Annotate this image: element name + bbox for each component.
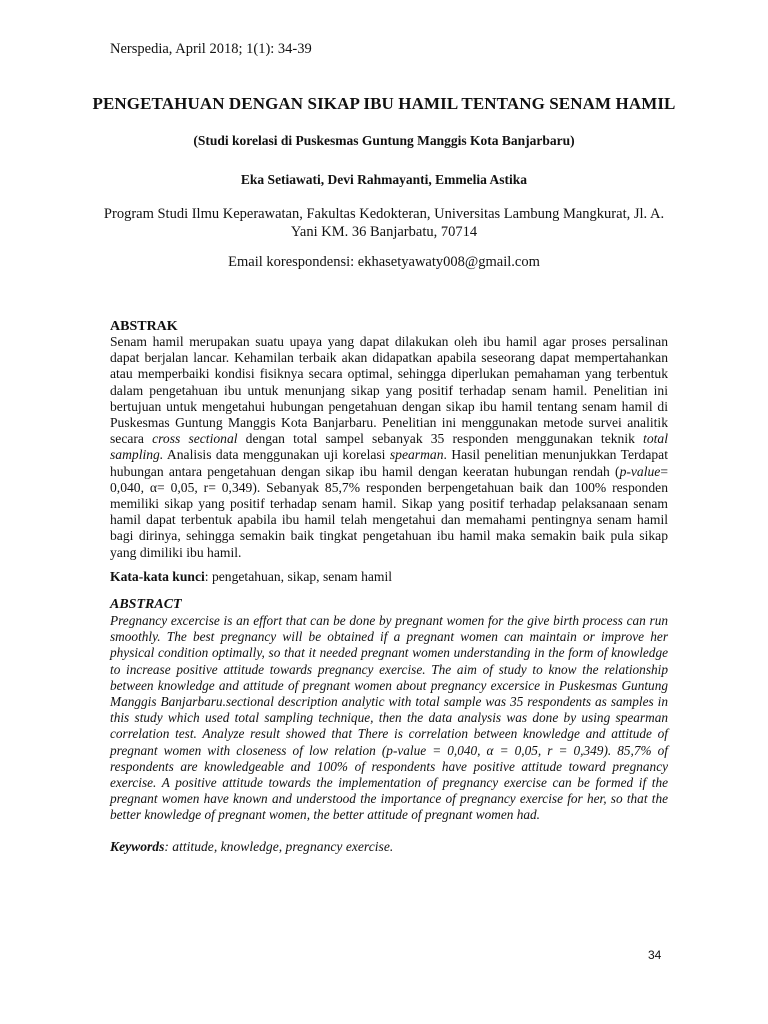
- kata-kunci-value: : pengetahuan, sikap, senam hamil: [204, 569, 393, 584]
- kata-kunci-line: [110, 569, 668, 585]
- abstrak-italic-term: spearman: [389, 447, 444, 463]
- page-number: 34: [648, 948, 662, 962]
- affiliation: Program Studi Ilmu Keperawatan, Fakultas Kedokteran, Universitas Lambung Mangkurat, Jl. A. Yani KM. 36 Banjarbatu, 70714: [103, 206, 665, 240]
- abstract-heading: ABSTRACT: [110, 597, 182, 612]
- abstrak-text: dengan total sampel sebanyak 35 responden menggunakan teknik: [237, 431, 644, 447]
- journal-citation: Nerspedia, April 2018; 1(1): 34-39: [110, 41, 312, 57]
- paper-title: PENGETAHUAN DENGAN SIKAP IBU HAMIL TENTANG SENAM HAMIL: [92, 94, 676, 113]
- keywords-line: [110, 839, 668, 855]
- abstract-body: Pregnancy excercise is an effort that can be done by pregnant women for the give birth process can run smoothly. The best pregnancy will be obtained if a pregnant women can maintain or improve her physical condition optimally, so that it needed pregnant women understanding in the form of knowledge to increase positive attitude towards pregnancy exercise. The aim of study to know the relationship between knowledge and attitude of pregnant women about pregnancy excersice in Puskesmas Guntung Manggis Banjarbaru.sectional description analytic with total sample was 35 respondents as samples in this study which used total sampling technique, then the data analysis was done by using spearman correlation test. Analyze result showed that There is correlation between knowledge and attitude of pregnant women with closeness of low relation (p-value = 0,040, α = 0,05, r = 0,349). 85,7% of respondents are knowledgeable and 100% of respondents have positive attitude toward pregnancy exercise. A positive attitude towards the implementation of pregnancy exercise can be formed if the pregnant women have known and understood the importance of pregnancy exercise for her, so that the better knowledge of pregnant women, the better attitude of pregnant women had.: [110, 613, 668, 823]
- abstrak-heading: ABSTRAK: [110, 319, 178, 334]
- paper-subtitle: (Studi korelasi di Puskesmas Guntung Manggis Kota Banjarbaru): [193, 133, 575, 148]
- abstrak-text: Senam hamil merupakan suatu upaya yang dapat dilakukan oleh ibu hamil agar proses persalinan dapat berjalan lancar. Kehamilan terbaik akan didapatkan apabila seseorang dapat mempertahankan atau memperbaiki kondisi fisiknya secara optimal, sehingga diperlukan pemahaman yang terbentuk dalam pengetahuan ibu untuk menunjang sikap yang positif terhadap senam hamil. Penelitian ini bertujuan untuk mengetahui hubungan pengetahuan dengan sikap ibu hamil tentang senam hamil di Puskesmas Guntung Manggis Kota Banjarbaru. Penelitian ini menggunakan metode survei analitik secara: [110, 334, 668, 447]
- abstrak-italic-term: p-value: [619, 463, 661, 479]
- correspondence-email: Email korespondensi: ekhasetyawaty008@gmail.com: [228, 254, 540, 270]
- author-list: Eka Setiawati, Devi Rahmayanti, Emmelia Astika: [240, 172, 528, 187]
- keywords-label: Keywords: [110, 839, 165, 854]
- abstrak-text: . Hasil penelitian menunjukkan Terdapat hubungan antara pengetahuan dengan sikap ibu hamil dengan keeratan hubungan rendah (: [110, 447, 668, 479]
- abstrak-italic-term: cross sectional: [152, 431, 238, 447]
- abstrak-italic-term: total sampling.: [110, 431, 668, 463]
- abstrak-text: Analisis data menggunakan uji korelasi: [163, 447, 390, 463]
- abstrak-body: [110, 334, 668, 561]
- kata-kunci-label: Kata-kata kunci: [110, 569, 205, 584]
- abstrak-text: = 0,040, α= 0,05, r= 0,349). Sebanyak 85,7% responden berpengetahuan baik dan 100% responden memiliki sikap yang positif terhadap senam hamil. Sikap yang positif terhadap pelaksanaan senam hamil dapat terbentuk apabila ibu hamil telah mengetahui dan memahami pentingnya senam hamil bagi dirinya, sehingga semakin baik tingkat pengetahuan ibu hamil maka semakin baik pula sikap yang dimiliki ibu hamil.: [110, 463, 668, 560]
- keywords-value: : attitude, knowledge, pregnancy exercise.: [164, 839, 394, 854]
